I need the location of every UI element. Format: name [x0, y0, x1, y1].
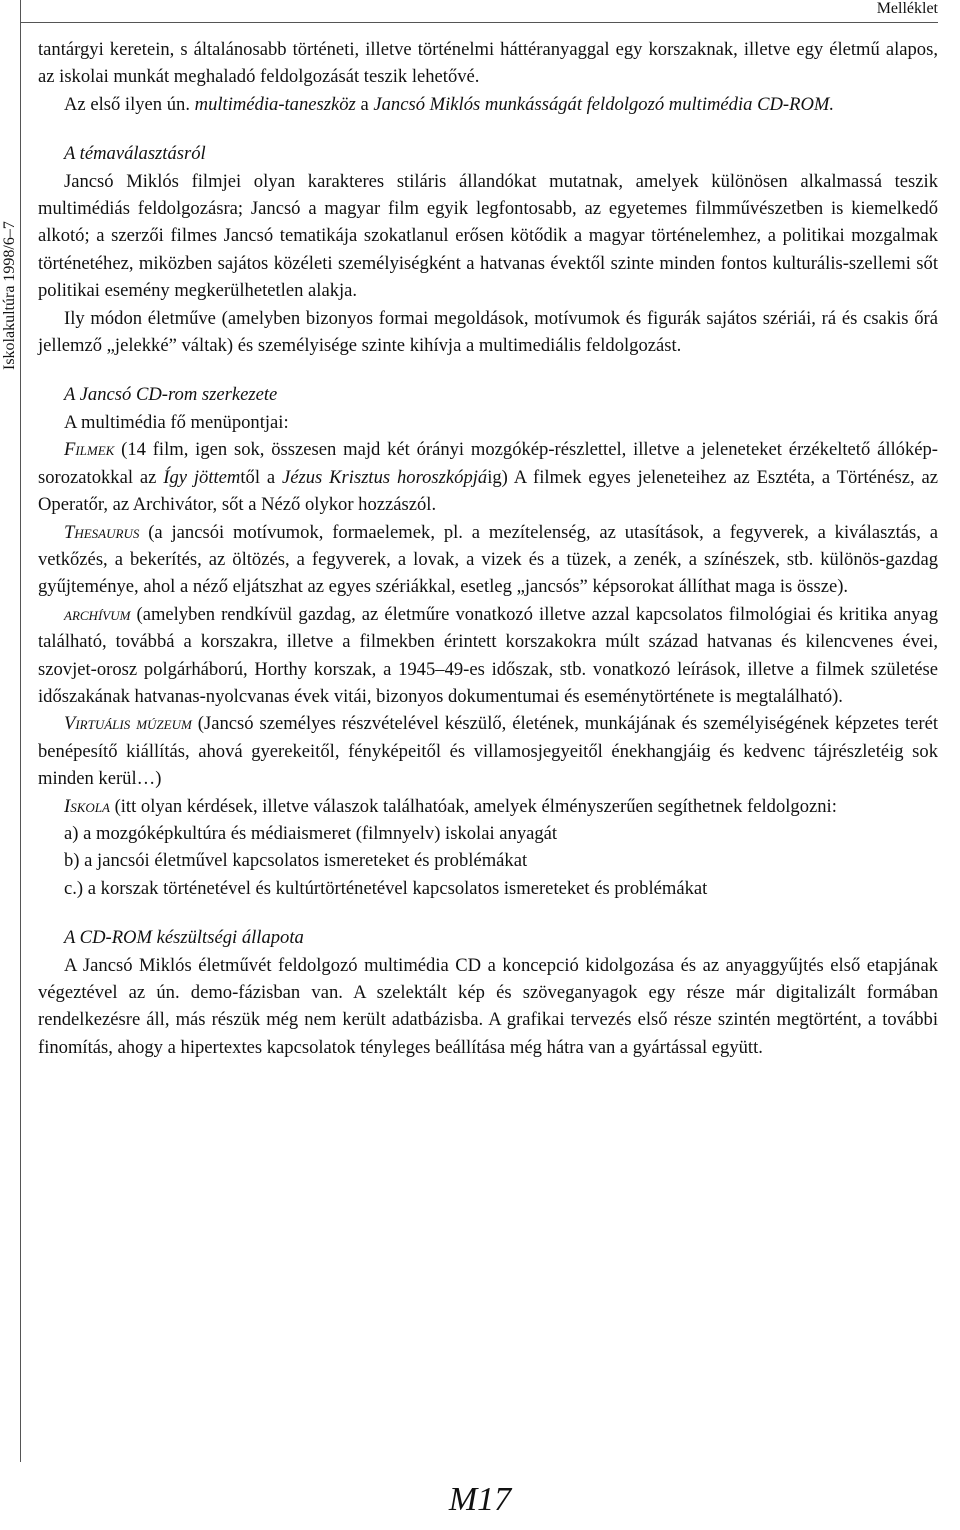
journal-name: Iskolakultúra 1998/6–7: [1, 221, 18, 370]
section-heading-structure: A Jancsó CD-rom szerkezete: [64, 384, 278, 406]
section-heading-status: A CD-ROM készültségi állapota: [64, 927, 304, 949]
article-body: [38, 36, 938, 1061]
list-item: b) a jancsói életművel kapcsolatos ismereteket és problémákat: [64, 850, 528, 872]
menu-item-thesaurus: Thesaurus (a jancsói motívumok, formaelemek, pl. a mezítelenség, az utasítások, a fegyverek, a kiválasztás, a vetkőzés, a bekerítés, az öltözés, a fegyverek, a lovak, a vizek és a tüzek, a zenék, a színészek, stb. különös-gazdag gyűjteménye, ahol a néző eljátszhat az egyes szériákkal, esetleg „jancsós” képsorokat állíthat maga is össze).: [38, 521, 938, 598]
section-label: Melléklet: [876, 0, 938, 17]
topic-paragraph-2: Ily módon életműve (amelyben bizonyos formai megoldások, motívumok és figurák sajátos szériái, rá és csakis őrá jellemző „jelekké” váltak) és személyisége szinte kihívja a multimediális feldolgozást.: [38, 307, 938, 357]
section-heading-topic: A témaválasztásról: [64, 143, 206, 165]
list-item: a) a mozgóképkultúra és médiaismeret (filmnyelv) iskolai anyagát: [64, 822, 558, 844]
menu-item-muzeum: Virtuális múzeum (Jancsó személyes részvételével készülő, életének, munkájának és személyiségének képzetes terét benépesítő kiállítás, ahová gyerekeitől, fényképeitől és villamosjegyeitől énekhangjáig és kedvenc tájrészletéig sok minden kerül…): [38, 713, 939, 790]
menu-intro: A multimédia fő menüpontjai:: [64, 411, 289, 433]
status-paragraph: A Jancsó Miklós életművét feldolgozó multimédia CD a koncepció kidolgozása és az anyaggyűjtés első etapjának végeztével az ún. demo-fázisban van. A szelektált kép és szöveganyagok egy része már digitalizált formában rendelkezésre áll, más részük még nem került adatbázisba. A grafikai tervezés első része szintén megtörtént, a további finomítás, ahogy a hipertextes kapcsolatok tényleges beállítása még hátra van a gyártással együtt.: [38, 954, 938, 1058]
topic-paragraph-1: Jancsó Miklós filmjei olyan karakteres stiláris állandókat mutatnak, amelyek különösen alkalmassá teszik multimédiás feldolgozásra; Jancsó a magyar film egyik legfontosabb, az egyetemes filmművészetben is kiemelkedő alkotó; a szerzői filmes Jancsó tematikája szokatlanul erősen kötődik a magyar történelemhez, a politikai mozgalmak történetéhez, miközben sajátos közéleti személyiségként a hatvanas évektől szinte minden fontos kulturális-szellemi sőt politikai esemény megkerülhetetlen alakja.: [38, 170, 938, 302]
intro-paragraph: tantárgyi keretein, s általánosabb történeti, illetve történelmi háttéranyaggal egy korszaknak, illetve egy életmű alapos, az iskolai munkát meghaladó feldolgozását teszik lehetővé.: [38, 39, 938, 88]
sidebar-rule: [0, 0, 21, 1462]
page-header: [20, 0, 938, 23]
menu-item-archivum: archívum (amelyben rendkívül gazdag, az életműre vonatkozó illetve azzal kapcsolatos filmológiai és kritika anyag található, továbbá a korszakra, illetve a filmekben érintett korszakokra múlt század hatvanas és kilencvenes évei, szovjet-orosz polgárháború, Horthy korszak, a 1945–49-es időszak, stb. vonatkozó leírások, illetve a filmek születése időszakának hatvanas-nyolcvanas évek vitái, bizonyos dokumentumai és eseménytörténete is megtalálható).: [38, 603, 938, 707]
intro-cdrom-paragraph: Az első ilyen ún. multimédia-taneszköz a Jancsó Miklós munkásságát feldolgozó multimédia CD-ROM.: [64, 93, 835, 115]
menu-item-iskola: Iskola (itt olyan kérdések, illetve válaszok találhatóak, amelyek élményszerűen segíthetnek feldolgozni:: [64, 795, 837, 817]
page-number: M17: [448, 1481, 512, 1518]
menu-item-filmek: Filmek (14 film, igen sok, összesen majd két órányi mozgókép-részlettel, illetve a jeleneteket érzékeltető állókép-sorozatokkal az Így jöttemtől a Jézus Krisztus horoszkópjáig) A filmek egyes jeleneteihez az Esztéta, a Történész, az Operatőr, az Archivátor, sőt a Néző olykor hozzászól.: [38, 439, 938, 516]
list-item: c.) a korszak történetével és kultúrtörténetével kapcsolatos ismereteket és problémákat: [64, 877, 708, 899]
